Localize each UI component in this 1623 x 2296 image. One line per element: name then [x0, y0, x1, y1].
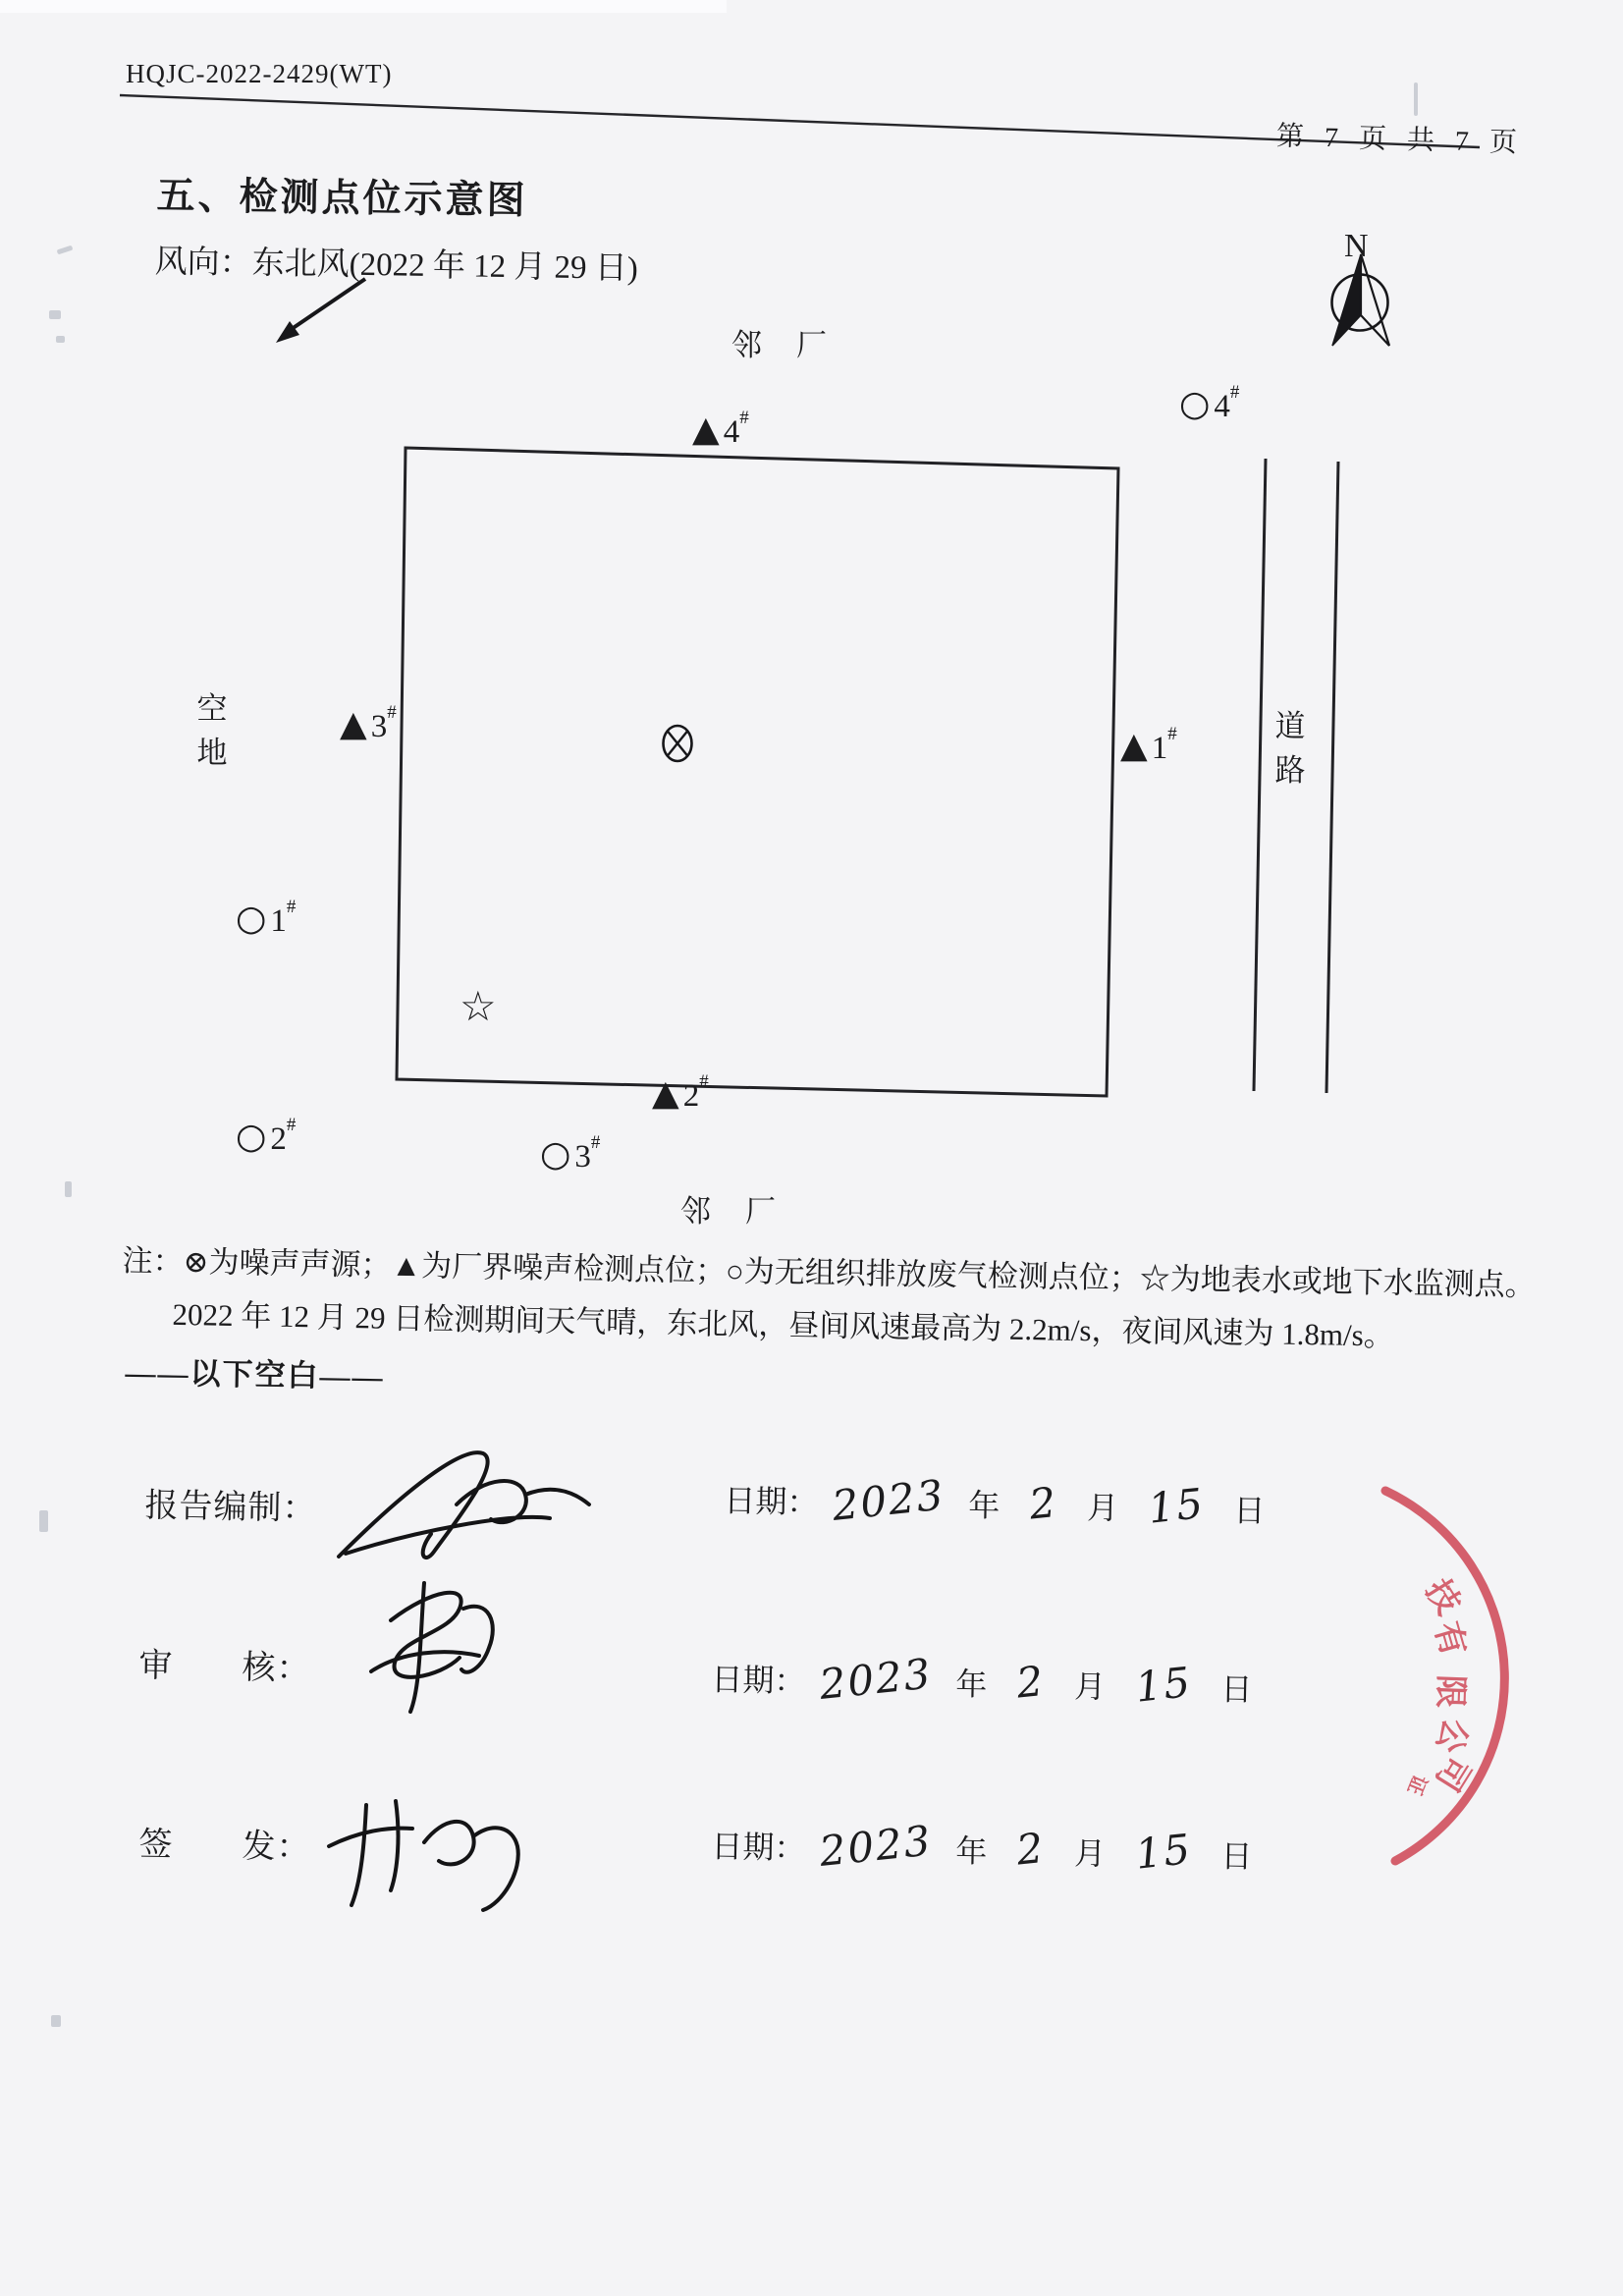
seal-char: 司	[1428, 1749, 1477, 1797]
road-line-right	[1326, 462, 1338, 1093]
circle-marker-icon: ○	[1179, 384, 1211, 424]
seal-char: 技	[1418, 1573, 1467, 1621]
road-line-left	[1254, 459, 1266, 1091]
legend-note-line1: 注：⊗为噪声声源；▲为厂界噪声检测点位；○为无组织排放废气检测点位；☆为地表水或地下水监测点。	[122, 1242, 1537, 1303]
gas-point-4: ○ 4 #	[1179, 382, 1240, 424]
year-unit: 年	[954, 1832, 988, 1870]
year-unit: 年	[967, 1487, 1001, 1524]
scan-artifact	[56, 336, 65, 343]
handwritten-day: 15	[1132, 1825, 1194, 1879]
triangle-marker-icon: ▲	[1120, 726, 1148, 766]
handwritten-year: 2023	[817, 1816, 935, 1876]
day-unit: 日	[1220, 1670, 1253, 1708]
compass-north-label: N	[1344, 228, 1369, 264]
legend-note-line2: 2022 年 12 月 29 日检测期间天气晴，东北风，昼间风速最高为 2.2m/s，夜间风速为 1.8m/s。	[172, 1296, 1395, 1353]
date-label: 日期：	[711, 1828, 806, 1866]
approver-row	[138, 1817, 311, 1868]
scan-artifact	[49, 310, 61, 319]
gas-point-3: ○ 3 #	[540, 1132, 601, 1175]
circle-marker-icon: ○	[236, 1117, 267, 1157]
seal-char: 公	[1429, 1714, 1474, 1758]
below-blank-note: ——以下空白——	[125, 1354, 385, 1394]
noise-point-3: ▲ 3 #	[340, 702, 397, 744]
noise-source-marker	[664, 726, 692, 761]
road-label: 道路	[1274, 709, 1306, 788]
day-unit: 日	[1233, 1492, 1266, 1529]
document-number: HQJC-2022-2429(WT)	[126, 59, 393, 88]
noise-point-1: ▲ 1 #	[1120, 724, 1177, 766]
year-unit: 年	[954, 1666, 988, 1703]
signature-reviewer	[371, 1583, 493, 1712]
page-number: 第 7 页 共 7 页	[1275, 121, 1525, 159]
factory-boundary	[397, 448, 1118, 1096]
noise-point-2: ▲ 2 #	[652, 1071, 709, 1114]
star-marker-icon: ☆	[460, 982, 497, 1030]
empty-land-label: 空地	[196, 691, 228, 770]
handwritten-month: 2	[1013, 1823, 1048, 1875]
date-label: 日期：	[711, 1661, 806, 1699]
section-title: 五、检测点位示意图	[156, 174, 528, 223]
triangle-marker-icon: ▲	[652, 1073, 679, 1114]
triangle-marker-icon: ▲	[340, 704, 367, 744]
noise-point-4: ▲ 4 #	[692, 408, 749, 450]
signature-report-author	[339, 1452, 589, 1558]
month-unit: 月	[1086, 1490, 1119, 1526]
month-unit: 月	[1073, 1835, 1107, 1872]
seal-char: 限	[1431, 1673, 1469, 1710]
triangle-marker-icon: ▲	[692, 410, 720, 450]
handwritten-day: 15	[1145, 1479, 1207, 1533]
handwritten-month: 2	[1013, 1656, 1048, 1708]
wind-direction-text: 风向：东北风(2022 年 12 月 29 日)	[154, 244, 639, 287]
water-monitor-point	[460, 982, 501, 1030]
approver-label: 签 发：	[138, 1826, 311, 1867]
neighbor-factory-label-top: 邻 厂	[731, 328, 829, 362]
day-unit: 日	[1220, 1837, 1253, 1875]
scan-artifact	[65, 1181, 72, 1197]
neighbor-factory-label-bottom: 邻 厂	[680, 1194, 778, 1229]
scan-artifact	[39, 1510, 48, 1532]
handwritten-day: 15	[1132, 1658, 1194, 1712]
seal-small-char: 证	[1402, 1771, 1431, 1798]
signature-approver	[329, 1801, 518, 1910]
reviewer-label: 审 核：	[138, 1647, 311, 1688]
circle-marker-icon: ○	[540, 1134, 571, 1175]
handwritten-year: 2023	[817, 1649, 935, 1709]
handwritten-month: 2	[1026, 1477, 1060, 1529]
date-label: 日期：	[724, 1482, 819, 1520]
handwritten-year: 2023	[830, 1470, 947, 1530]
report-author-row	[144, 1478, 317, 1529]
reviewer-row	[138, 1638, 311, 1689]
scan-artifact	[1414, 82, 1418, 116]
wind-direction-arrow	[276, 279, 365, 343]
seal-char: 有	[1427, 1617, 1472, 1661]
report-author-label: 报告编制：	[144, 1487, 317, 1528]
month-unit: 月	[1073, 1668, 1107, 1705]
company-seal	[1129, 1463, 1623, 1935]
compass-icon	[1332, 254, 1390, 346]
scan-artifact	[51, 2015, 61, 2027]
circle-marker-icon: ○	[236, 899, 267, 939]
gas-point-2: ○ 2 #	[236, 1115, 297, 1157]
gas-point-1: ○ 1 #	[236, 897, 297, 939]
